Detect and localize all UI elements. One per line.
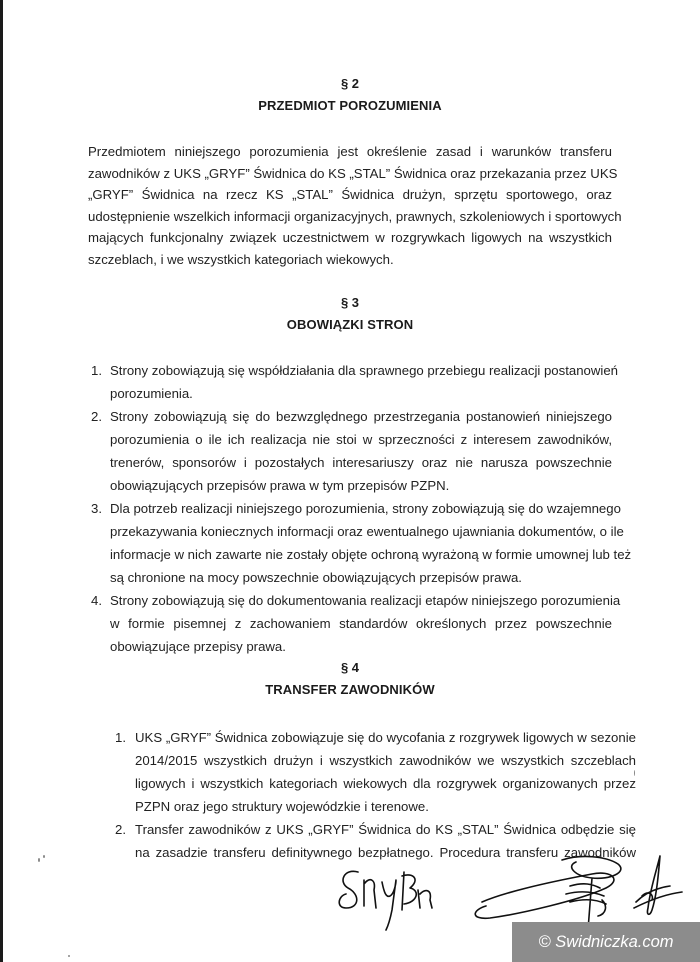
list-item-line: porozumienia. — [110, 386, 193, 401]
scan-speck — [43, 855, 45, 858]
scan-speck — [38, 858, 40, 862]
list-item-line: obowiązujących przepisów prawa w tym przepisów PZPN. — [110, 478, 450, 493]
signature-1 — [339, 871, 432, 930]
list-item-line: Strony zobowiązują się do bezwzględnego przestrzegania postanowień niniejszego — [110, 409, 612, 424]
list-item-line: porozumienia o ile ich realizacja nie stoi w sprzeczności z interesem zawodników, — [110, 432, 612, 447]
section-4-title: TRANSFER ZAWODNIKÓW — [265, 682, 435, 697]
list-item-line: trenerów, sponsorów i pozostałych interesariuszy oraz nie narusza powszechnie — [110, 455, 612, 470]
list-item-number: 4. — [91, 593, 102, 608]
paragraph-line: zawodników z UKS „GRYF” Świdnica do KS „STAL” Świdnica oraz przekazania przez UKS — [88, 165, 618, 181]
list-item — [115, 726, 636, 818]
list-item — [91, 359, 619, 405]
list-item-number: 3. — [91, 501, 102, 516]
paragraph-line: „GRYF” Świdnica na rzecz KS „STAL” Świdnica drużyn, sprzętu sportowego, oraz — [88, 187, 612, 202]
paragraph-line: mających funkcjonalny związek uczestnictwem w rozgrywkach ligowych na wszystkich — [88, 230, 612, 245]
scan-left-edge — [0, 0, 3, 962]
watermark: © Swidniczka.com — [512, 922, 700, 962]
list-item-line: PZPN oraz jego struktury wojewódzkie i terenowe. — [135, 799, 429, 814]
section-3-title: OBOWIĄZKI STRON — [286, 317, 414, 332]
list-item-line: UKS „GRYF” Świdnica zobowiązuje się do wycofania z rozgrywek ligowych w sezonie — [135, 730, 636, 745]
list-item-line: obowiązujące przepisy prawa. — [110, 639, 286, 654]
section-3-list — [91, 359, 632, 658]
list-item-number: 1. — [115, 730, 126, 745]
list-item-line: Strony zobowiązują się do dokumentowania realizacji etapów niniejszego porozumienia — [110, 593, 621, 608]
paragraph-line: szczeblach, i we wszystkich kategoriach wiekowych. — [88, 251, 394, 267]
paragraph-line: udostępnienie wszelkich informacji organizacyjnych, prawnych, szkoleniowych i sportowych — [88, 208, 622, 224]
list-item-line: przekazywania koniecznych informacji oraz ewentualnego ujawniania dokumentów, o ile — [110, 524, 624, 539]
list-item-line: ligowych i wszystkich kategoriach wiekowych dla rozgrywek organizowanych przez — [135, 776, 636, 791]
paragraph-line: Przedmiotem niniejszego porozumienia jest określenie zasad i warunków transferu — [88, 144, 612, 159]
list-item-number: 2. — [115, 822, 126, 837]
section-4-number: § 4 — [340, 660, 360, 675]
signature-3 — [634, 856, 682, 914]
list-item — [91, 405, 612, 497]
list-item-line: są chronione na mocy powszechnie obowiązujących przepisów prawa. — [110, 570, 522, 585]
section-3-number: § 3 — [340, 295, 360, 310]
list-item-line: informacje w nich zawarte nie zostały objęte ochroną wyrażoną w formie umownej lub też — [110, 547, 632, 562]
section-4-list — [115, 726, 636, 864]
signature-2 — [475, 857, 621, 930]
list-item — [91, 497, 632, 589]
list-item-line: Transfer zawodników z UKS „GRYF” Świdnica do KS „STAL” Świdnica odbędzie się — [135, 822, 636, 837]
list-item-line: Strony zobowiązują się współdziałania dla sprawnego przebiegu realizacji postanowień — [110, 363, 619, 378]
section-2-title: PRZEDMIOT POROZUMIENIA — [258, 98, 442, 113]
list-item-line: w formie pisemnej z zachowaniem standardów określonych przez powszechnie — [110, 616, 612, 631]
list-item-number: 1. — [91, 363, 102, 378]
list-item-line: na zasadzie transferu definitywnego bezpłatnego. Procedura transferu zawodników — [135, 845, 636, 860]
list-item-line: Dla potrzeb realizacji niniejszego porozumienia, strony zobowiązują się do wzajemnego — [110, 501, 621, 516]
list-item — [91, 589, 621, 658]
scan-speck — [68, 955, 70, 957]
section-2-paragraph — [88, 141, 622, 270]
section-2-number: § 2 — [340, 76, 360, 91]
list-item-line: 2014/2015 wszystkich drużyn i wszystkich zawodników we wszystkich szczeblach — [135, 753, 636, 768]
list-item-number: 2. — [91, 409, 102, 424]
scan-speck — [634, 770, 635, 776]
